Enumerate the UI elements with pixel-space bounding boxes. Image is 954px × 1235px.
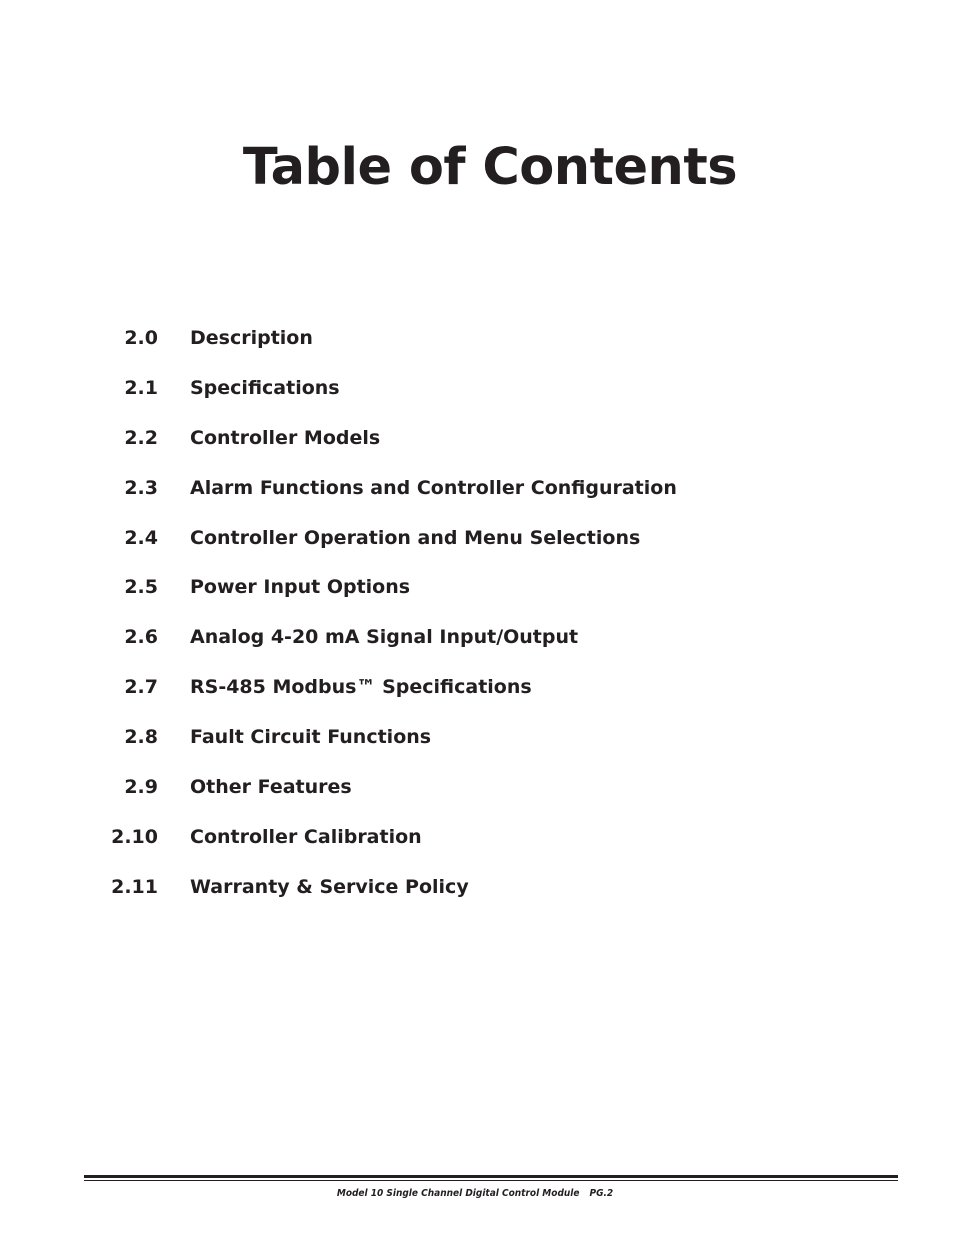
toc-entry[interactable] [0,620,954,670]
toc-section-number: 2.11 [111,875,158,898]
toc-section-number: 2.6 [124,626,158,649]
footer-document-title: Model 10 Single Channel Digital Control Module [336,1188,580,1199]
toc-section-title: Other Features [190,776,352,799]
toc-section-number: 2.4 [124,526,158,549]
table-of-contents [0,321,954,920]
toc-section-title: Alarm Functions and Controller Configuration [190,476,677,499]
toc-section-number: 2.0 [124,327,158,349]
footer-divider-thin [84,1180,898,1181]
toc-section-title: Controller Models [190,426,381,449]
toc-section-number: 2.5 [124,576,158,599]
page-footer [0,1185,950,1203]
toc-section-title: Specifications [190,376,340,399]
toc-section-title: Warranty & Service Policy [190,875,469,898]
toc-section-number: 2.1 [124,376,158,399]
toc-entry[interactable] [0,471,954,521]
footer-divider-thick [84,1175,898,1178]
toc-entry[interactable] [0,820,954,870]
toc-section-number: 2.2 [124,426,158,449]
footer-page-number: PG.2 [589,1188,614,1199]
toc-section-title: Controller Operation and Menu Selections [190,526,641,549]
toc-section-title: Fault Circuit Functions [190,726,432,749]
toc-entry[interactable] [0,770,954,820]
toc-entry[interactable] [0,870,954,920]
toc-section-title: Analog 4-20 mA Signal Input/Output [190,626,579,649]
toc-entry[interactable] [0,421,954,471]
toc-section-number: 2.10 [111,825,158,848]
toc-entry[interactable] [0,720,954,770]
page-title: Table of Contents [242,138,738,197]
toc-section-number: 2.7 [124,676,158,699]
toc-entry[interactable] [0,570,954,620]
toc-section-number: 2.9 [124,776,158,799]
toc-section-title: Power Input Options [190,576,411,599]
toc-section-title: Controller Calibration [190,825,422,848]
toc-entry[interactable] [0,371,954,421]
toc-entry[interactable] [0,670,954,720]
toc-entry[interactable] [0,321,954,371]
toc-section-number: 2.3 [124,476,158,499]
toc-section-title: Description [190,327,313,349]
toc-section-number: 2.8 [124,726,158,749]
toc-section-title: RS-485 Modbus™ Specifications [190,676,532,699]
toc-entry[interactable] [0,521,954,571]
